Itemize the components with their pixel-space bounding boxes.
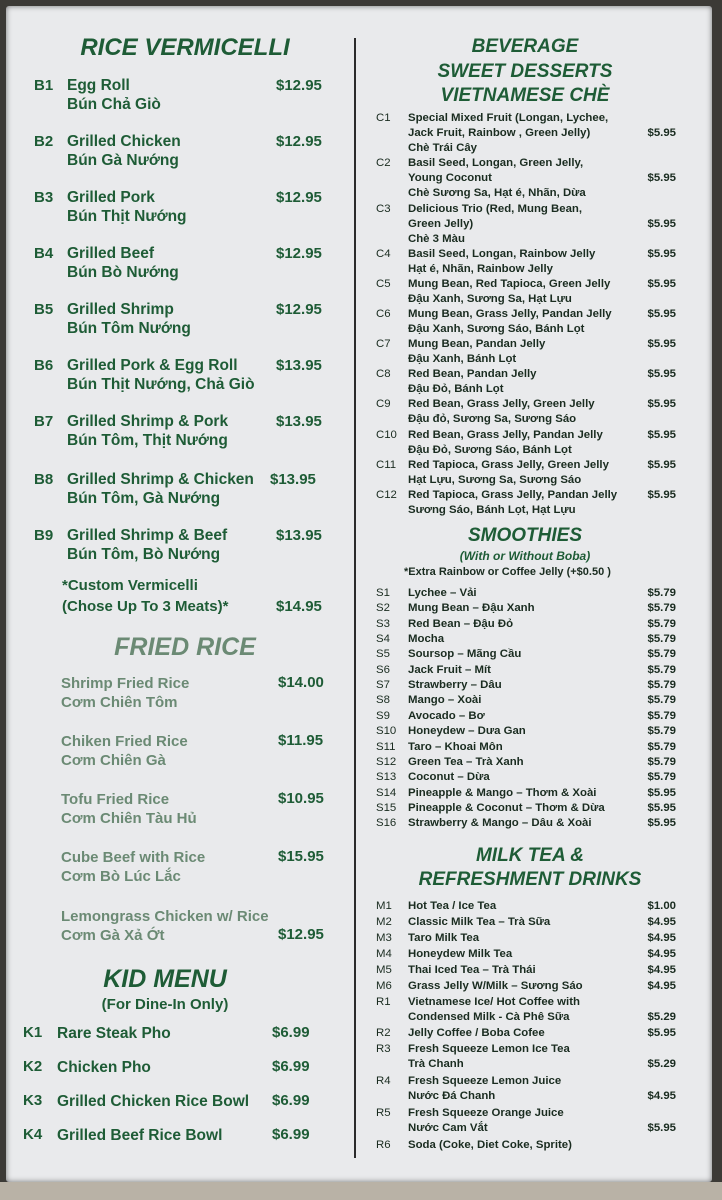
fried-rice-viet-name: Cơm Chiên Tàu Hủ	[61, 810, 197, 827]
vermicelli-viet-name: Bún Gà Nướng	[67, 152, 179, 169]
smoothie-row	[376, 755, 702, 770]
kid-name: Rare Steak Pho	[57, 1025, 171, 1042]
vermicelli-viet-name: Bún Thịt Nướng	[67, 208, 187, 225]
fried-rice-price: $11.95	[278, 732, 324, 749]
dessert-row	[376, 202, 702, 248]
smoothie-code: S9	[376, 709, 390, 722]
fried-rice-price: $12.95	[278, 926, 324, 943]
vermicelli-name: Grilled Pork & Egg Roll	[67, 357, 238, 374]
vermicelli-code: B1	[34, 77, 54, 94]
smoothie-row	[376, 601, 702, 616]
vermicelli-viet-name: Bún Bò Nướng	[67, 264, 179, 281]
smoothie-row	[376, 709, 702, 724]
dessert-code: C7	[376, 338, 391, 350]
drink-price: $4.95	[647, 948, 676, 960]
smoothie-code: S4	[376, 633, 390, 646]
fried-rice-viet-name: Cơm Chiên Tôm	[61, 694, 178, 711]
smoothie-price: $5.79	[647, 725, 676, 738]
dessert-name: Mung Bean, Pandan Jelly Đậu Xanh, Bánh Lọt	[408, 338, 546, 365]
vermicelli-code: B7	[34, 413, 54, 430]
drink-price: $5.29	[647, 1011, 676, 1023]
smoothie-row	[376, 816, 702, 831]
fried-rice-viet-name: Cơm Chiên Gà	[61, 752, 166, 769]
vermicelli-viet-name: Bún Tôm, Gà Nướng	[67, 490, 221, 507]
smoothie-price: $5.79	[647, 602, 676, 615]
kid-price: $6.99	[272, 1058, 310, 1075]
smoothie-name: Avocado – Bơ	[408, 709, 485, 722]
dessert-price: $5.95	[647, 368, 676, 380]
drink-price: $4.95	[647, 1090, 676, 1102]
vermicelli-viet-name: Bún Tôm, Thịt Nướng	[67, 432, 228, 449]
drink-name: Jelly Coffee / Boba Cofee	[408, 1027, 545, 1039]
drink-name: Taro Milk Tea	[408, 932, 480, 944]
smoothie-row	[376, 647, 702, 662]
dessert-code: C6	[376, 308, 391, 320]
vermicelli-name: Grilled Beef	[67, 245, 154, 262]
smoothie-name: Green Tea – Trà Xanh	[408, 755, 524, 768]
drink-code: R3	[376, 1043, 391, 1055]
smoothie-code: S1	[376, 587, 390, 599]
vermicelli-name: Grilled Pork	[67, 189, 155, 206]
drink-name: Classic Milk Tea – Trà Sữa	[408, 916, 551, 928]
drink-code: M5	[376, 964, 392, 976]
smoothie-row	[376, 693, 702, 708]
drink-name: Thai Iced Tea – Trà Thái	[408, 964, 536, 976]
dessert-price: $5.95	[647, 172, 676, 184]
drink-price: $4.95	[647, 932, 676, 944]
fried-rice-viet-name: Cơm Gà Xả Ớt	[61, 927, 165, 944]
fried-rice-name: Cube Beef with Rice	[61, 849, 206, 866]
kid-name: Chicken Pho	[57, 1059, 151, 1076]
vermicelli-viet-name: Bún Tôm Nướng	[67, 320, 191, 337]
smoothie-name: Soursop – Mãng Cầu	[408, 648, 522, 661]
custom-vermicelli-price: $14.95	[276, 598, 322, 615]
smoothie-code: S16	[376, 817, 397, 830]
milk-tea-title: MILK TEA &	[475, 845, 584, 866]
smoothie-name: Lychee – Vải	[408, 587, 477, 599]
smoothie-code: S10	[376, 725, 397, 738]
smoothie-name: Pineapple & Coconut – Thơm & Dừa	[408, 801, 605, 814]
smoothie-row	[376, 586, 702, 601]
drink-code: R2	[376, 1027, 391, 1039]
drink-code: M3	[376, 932, 392, 944]
smoothies-note: *Extra Rainbow or Coffee Jelly (+$0.50 )	[404, 566, 611, 578]
drink-row	[376, 1106, 702, 1137]
smoothie-code: S7	[376, 679, 390, 692]
vermicelli-code: B3	[34, 189, 54, 206]
drink-name: Hot Tea / Ice Tea	[408, 900, 497, 912]
dessert-row	[376, 111, 702, 157]
smoothie-price: $5.95	[647, 786, 676, 799]
dessert-price: $5.95	[647, 429, 676, 441]
dessert-code: C1	[376, 112, 391, 124]
vermicelli-code: B2	[34, 133, 54, 150]
smoothie-price: $5.79	[647, 709, 676, 722]
dessert-name: Mung Bean, Grass Jelly, Pandan Jelly Đậu Xanh, Sương Sáo, Bánh Lọt	[408, 308, 612, 335]
dessert-name: Special Mixed Fruit (Longan, Lychee, Jack Fruit, Rainbow , Green Jelly) Chè Trái Cây	[408, 112, 609, 154]
smoothie-name: Taro – Khoai Môn	[408, 740, 503, 753]
fried-rice-price: $10.95	[278, 790, 324, 807]
floor-background	[0, 1182, 722, 1200]
smoothie-row	[376, 632, 702, 647]
dessert-row	[376, 156, 702, 202]
smoothie-price: $5.79	[647, 617, 676, 630]
vermicelli-price: $13.95	[276, 527, 322, 544]
smoothie-row	[376, 740, 702, 755]
dessert-code: C12	[376, 489, 397, 501]
vermicelli-code: B4	[34, 245, 54, 262]
column-divider	[354, 38, 356, 1158]
vermicelli-title: RICE VERMICELLI	[80, 34, 290, 61]
drink-row	[376, 1042, 702, 1073]
vermicelli-viet-name: Bún Thịt Nướng, Chả Giò	[67, 376, 255, 393]
dessert-code: C8	[376, 368, 391, 380]
fried-rice-viet-name: Cơm Bò Lúc Lắc	[61, 868, 181, 885]
smoothie-code: S11	[376, 740, 396, 753]
smoothie-name: Strawberry & Mango – Dâu & Xoài	[408, 817, 592, 830]
vermicelli-name: Grilled Shrimp & Beef	[67, 527, 228, 544]
dessert-price: $5.95	[647, 398, 676, 410]
dessert-name: Red Bean, Grass Jelly, Pandan Jelly Đậu Đỏ, Sương Sáo, Bánh Lọt	[408, 429, 603, 456]
fried-rice-name: Tofu Fried Rice	[61, 791, 170, 808]
drink-code: R6	[376, 1139, 391, 1151]
fried-rice-name: Chiken Fried Rice	[61, 733, 188, 750]
vietnamese-che-title: VIETNAMESE CHÈ	[440, 85, 610, 106]
drink-name: Fresh Squeeze Lemon Juice Nước Đá Chanh	[408, 1075, 562, 1102]
smoothie-price: $5.79	[647, 648, 676, 661]
smoothie-price: $5.79	[647, 633, 676, 646]
dessert-name: Red Bean, Grass Jelly, Green Jelly Đậu đỏ, Sương Sa, Sương Sáo	[408, 398, 595, 425]
kid-code: K2	[23, 1058, 43, 1075]
smoothie-row	[376, 770, 702, 785]
dessert-code: C3	[376, 203, 391, 215]
vermicelli-price: $12.95	[276, 133, 322, 150]
smoothie-name: Jack Fruit – Mít	[408, 663, 491, 676]
drink-price: $5.95	[647, 1122, 676, 1134]
vermicelli-price: $12.95	[276, 189, 322, 206]
dessert-name: Red Tapioca, Grass Jelly, Pandan Jelly Sương Sáo, Bánh Lọt, Hạt Lựu	[408, 489, 618, 516]
drink-code: R1	[376, 996, 391, 1008]
drink-name: Grass Jelly W/Milk – Sương Sáo	[408, 980, 583, 992]
dessert-price: $5.95	[647, 248, 676, 260]
custom-vermicelli-line1: *Custom Vermicelli	[62, 577, 198, 594]
smoothie-row	[376, 617, 702, 632]
fried-rice-price: $14.00	[278, 674, 324, 691]
dessert-price: $5.95	[647, 278, 676, 290]
smoothie-row	[376, 724, 702, 739]
dessert-price: $5.95	[647, 489, 676, 501]
smoothie-price: $5.79	[647, 587, 676, 599]
drink-price: $5.29	[647, 1058, 676, 1070]
vermicelli-viet-name: Bún Chả Giò	[67, 96, 161, 113]
dessert-price: $5.95	[647, 218, 676, 230]
custom-vermicelli-line2: (Chose Up To 3 Meats)*	[62, 598, 229, 615]
drink-price: $4.95	[647, 980, 676, 992]
smoothie-code: S8	[376, 694, 390, 707]
smoothie-name: Strawberry – Dâu	[408, 679, 502, 692]
dessert-price: $5.95	[647, 308, 676, 320]
dessert-price: $5.95	[647, 459, 676, 471]
smoothie-code: S12	[376, 755, 397, 768]
smoothie-code: S15	[376, 801, 397, 814]
drink-code: R4	[376, 1075, 391, 1087]
smoothie-name: Mocha	[408, 633, 445, 646]
smoothie-code: S14	[376, 786, 397, 799]
smoothie-row	[376, 801, 702, 816]
vermicelli-price: $12.95	[276, 77, 322, 94]
smoothie-price: $5.79	[647, 771, 676, 784]
vermicelli-viet-name: Bún Tôm, Bò Nướng	[67, 546, 221, 563]
drink-name: Soda (Coke, Diet Coke, Sprite)	[408, 1139, 572, 1151]
vermicelli-price: $13.95	[270, 471, 316, 488]
kid-name: Grilled Chicken Rice Bowl	[57, 1093, 250, 1110]
drink-row	[376, 1074, 702, 1105]
dessert-price: $5.95	[647, 127, 676, 139]
beverage-title: BEVERAGE	[471, 36, 579, 57]
sweet-desserts-title: SWEET DESSERTS	[437, 61, 613, 82]
vermicelli-price: $13.95	[276, 357, 322, 374]
smoothie-name: Honeydew – Dưa Gan	[408, 725, 526, 738]
smoothie-code: S6	[376, 663, 390, 676]
kid-price: $6.99	[272, 1126, 310, 1143]
dessert-name: Basil Seed, Longan, Rainbow Jelly Hạt é, Nhãn, Rainbow Jelly	[408, 248, 596, 275]
drink-name: Fresh Squeeze Lemon Ice Tea Trà Chanh	[408, 1043, 570, 1070]
vermicelli-code: B8	[34, 471, 54, 488]
smoothie-price: $5.79	[647, 755, 676, 768]
vermicelli-name: Egg Roll	[67, 77, 130, 94]
kid-code: K1	[23, 1024, 43, 1041]
kid-price: $6.99	[272, 1024, 310, 1041]
smoothie-price: $5.95	[647, 817, 676, 830]
drink-row	[376, 995, 702, 1026]
smoothie-row	[376, 678, 702, 693]
kid-price: $6.99	[272, 1092, 310, 1109]
drink-price: $4.95	[647, 916, 676, 928]
drink-name: Fresh Squeeze Orange Juice Nước Cam Vắt	[408, 1107, 564, 1134]
smoothie-name: Coconut – Dừa	[408, 771, 490, 784]
smoothie-price: $5.79	[647, 663, 676, 676]
dessert-code: C4	[376, 248, 391, 260]
dessert-name: Red Tapioca, Grass Jelly, Green Jelly Hạt Lựu, Sương Sa, Sương Sáo	[408, 459, 609, 486]
smoothie-price: $5.79	[647, 694, 676, 707]
kid-code: K4	[23, 1126, 43, 1143]
smoothie-name: Mango – Xoài	[408, 694, 482, 707]
smoothie-row	[376, 663, 702, 678]
drink-row	[376, 1138, 702, 1169]
fried-rice-title: FRIED RICE	[114, 633, 256, 661]
drink-code: M6	[376, 980, 392, 992]
vermicelli-code: B6	[34, 357, 54, 374]
dessert-name: Basil Seed, Longan, Green Jelly, Young Coconut Chè Sương Sa, Hạt é, Nhãn, Dừa	[408, 157, 586, 199]
dessert-code: C10	[376, 429, 397, 441]
refreshment-drinks-title: REFRESHMENT DRINKS	[418, 869, 642, 890]
vermicelli-name: Grilled Chicken	[67, 133, 181, 150]
smoothie-code: S5	[376, 648, 390, 661]
smoothie-price: $5.79	[647, 679, 676, 692]
dessert-name: Mung Bean, Red Tapioca, Green Jelly Đậu Xanh, Sương Sa, Hạt Lựu	[408, 278, 611, 305]
kid-name: Grilled Beef Rice Bowl	[57, 1127, 223, 1144]
drink-price: $1.00	[647, 900, 676, 912]
dessert-code: C11	[376, 459, 397, 471]
dessert-code: C9	[376, 398, 391, 410]
smoothies-subtitle: (With or Without Boba)	[459, 549, 591, 563]
dessert-name: Delicious Trio (Red, Mung Bean, Green Jelly) Chè 3 Màu	[408, 203, 583, 245]
vermicelli-code: B5	[34, 301, 54, 318]
kid-code: K3	[23, 1092, 43, 1109]
smoothie-name: Red Bean – Đậu Đỏ	[408, 617, 514, 630]
kid-menu-title: KID MENU	[103, 965, 227, 993]
vermicelli-name: Grilled Shrimp & Pork	[67, 413, 229, 430]
drink-code: M2	[376, 916, 392, 928]
smoothie-price: $5.79	[647, 740, 676, 753]
fried-rice-name: Lemongrass Chicken w/ Rice	[61, 908, 269, 925]
smoothie-code: S3	[376, 617, 390, 630]
vermicelli-price: $12.95	[276, 301, 322, 318]
drink-price: $4.95	[647, 964, 676, 976]
vermicelli-code: B9	[34, 527, 54, 544]
drink-code: M4	[376, 948, 392, 960]
drink-price: $5.95	[647, 1027, 676, 1039]
dessert-price: $5.95	[647, 338, 676, 350]
drink-name: Honeydew Milk Tea	[408, 948, 513, 960]
dessert-code: C2	[376, 157, 391, 169]
vermicelli-name: Grilled Shrimp & Chicken	[67, 471, 254, 488]
smoothie-price: $5.95	[647, 801, 676, 814]
drink-name: Vietnamese Ice/ Hot Coffee with Condensed Milk - Cà Phê Sữa	[408, 996, 580, 1023]
drink-code: M1	[376, 900, 392, 912]
vermicelli-price: $12.95	[276, 245, 322, 262]
smoothie-name: Mung Bean – Đậu Xanh	[408, 602, 535, 615]
vermicelli-name: Grilled Shrimp	[67, 301, 174, 318]
fried-rice-name: Shrimp Fried Rice	[61, 675, 190, 692]
smoothie-name: Pineapple & Mango – Thơm & Xoài	[408, 786, 597, 799]
smoothies-title: SMOOTHIES	[467, 525, 582, 546]
fried-rice-price: $15.95	[278, 848, 324, 865]
dessert-code: C5	[376, 278, 391, 290]
smoothie-code: S2	[376, 602, 390, 615]
vermicelli-price: $13.95	[276, 413, 322, 430]
smoothie-row	[376, 786, 702, 801]
kid-menu-subtitle: (For Dine-In Only)	[101, 996, 229, 1013]
drink-code: R5	[376, 1107, 391, 1119]
dessert-name: Red Bean, Pandan Jelly Đậu Đỏ, Bánh Lọt	[408, 368, 537, 395]
smoothie-code: S13	[376, 771, 397, 784]
